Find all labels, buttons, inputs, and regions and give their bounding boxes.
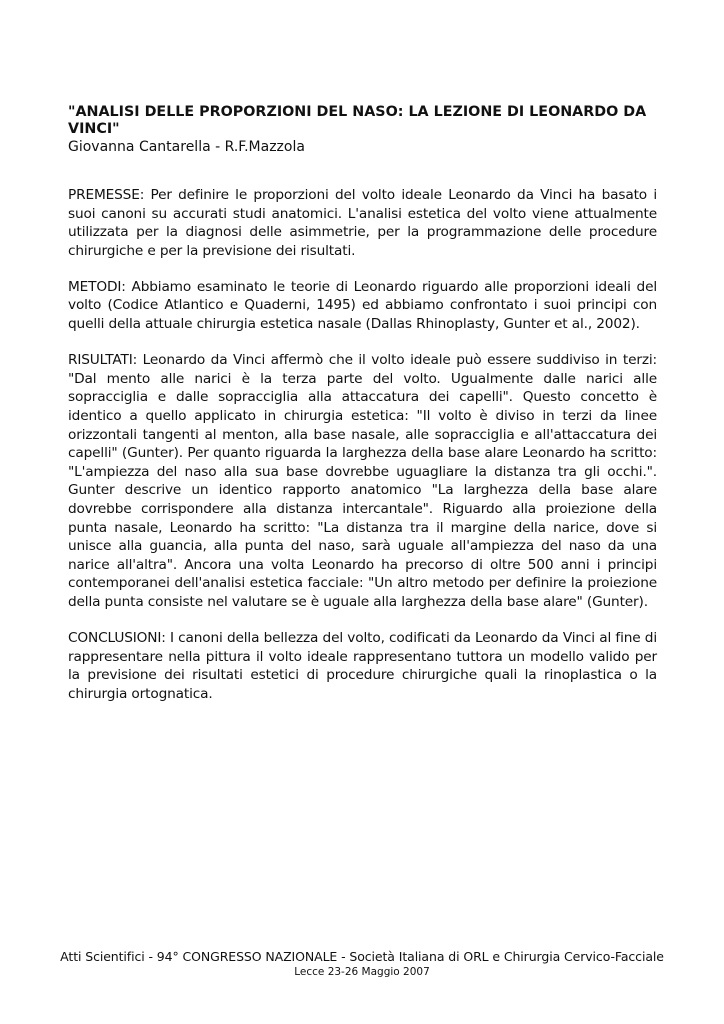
footer-dates: Lecce 23-26 Maggio 2007 xyxy=(294,966,430,978)
section-conclusioni: CONCLUSIONI: I canoni della bellezza del volto, codificati da Leonardo da Vinci al fine di rappresentare nella pittura il volto ideale rappresentano tuttora un modello valido per la previsione dei risultati estetici di procedure chirurgiche quali la rinoplastica o la chirurgia ortognatica. xyxy=(68,629,657,702)
section-metodi: METODI: Abbiamo esaminato le teorie di Leonardo riguardo alle proporzioni ideali del volto (Codice Atlantico e Quaderni, 1495) ed abbiamo confrontato i suoi principi con quelli della attuale chirurgia estetica nasale (Dallas Rhinoplasty, Gunter et al., 2002). xyxy=(68,278,657,333)
footer-congress: Atti Scientifici - 94° CONGRESSO NAZIONALE - Società Italiana di ORL e Chirurgia Cervico-Facciale xyxy=(60,949,664,964)
section-risultati: RISULTATI: Leonardo da Vinci affermò che il volto ideale può essere suddiviso in terzi: "Dal mento alle narici è la terza parte del volto. Ugualmente dalle narici alle sopracciglia e dalle sopracciglia alla attaccatura dei capelli". Questo concetto è identico a quello applicato in chirurgia estetica: "Il volto è diviso in terzi da linee orizzontali tangenti al menton, alla base nasale, alle sopracciglia e all'attaccatura dei capelli" (Gunter). Per quanto riguarda la larghezza della base alare Leonardo ha scritto: "L'ampiezza del naso alla sua base dovrebbe uguagliare la distanza tra gli occhi.". Gunter descrive un identico rapporto anatomico "La larghezza della base alare dovrebbe corrispondere alla distanza intercantale". Riguardo alla proiezione della punta nasale, Leonardo ha scritto: "La distanza tra il margine della narice, dove si unisce alla guancia, alla punta del naso, sarà uguale all'ampiezza del naso da una narice all'altra". Ancora una volta Leonardo ha precorso di oltre 500 anni i principi contemporanei dell'analisi estetica facciale: "Un altro metodo per definire la proiezione della punta consiste nel valutare se è uguale alla larghezza della base alare" (Gunter). xyxy=(68,352,657,610)
section-premesse: PREMESSE: Per definire le proporzioni del volto ideale Leonardo da Vinci ha basato i suoi canoni su accurati studi anatomici. L'analisi estetica del volto viene attualmente utilizzata per la diagnosi delle asimmetrie, per la programmazione delle procedure chirurgiche e per la previsione dei risultati. xyxy=(68,187,657,259)
abstract-body xyxy=(68,104,657,721)
document-title: "ANALISI DELLE PROPORZIONI DEL NASO: LA LEZIONE DI LEONARDO DA VINCI" xyxy=(68,104,647,137)
document-authors: Giovanna Cantarella - R.F.Mazzola xyxy=(68,139,305,155)
page-footer xyxy=(0,949,724,979)
